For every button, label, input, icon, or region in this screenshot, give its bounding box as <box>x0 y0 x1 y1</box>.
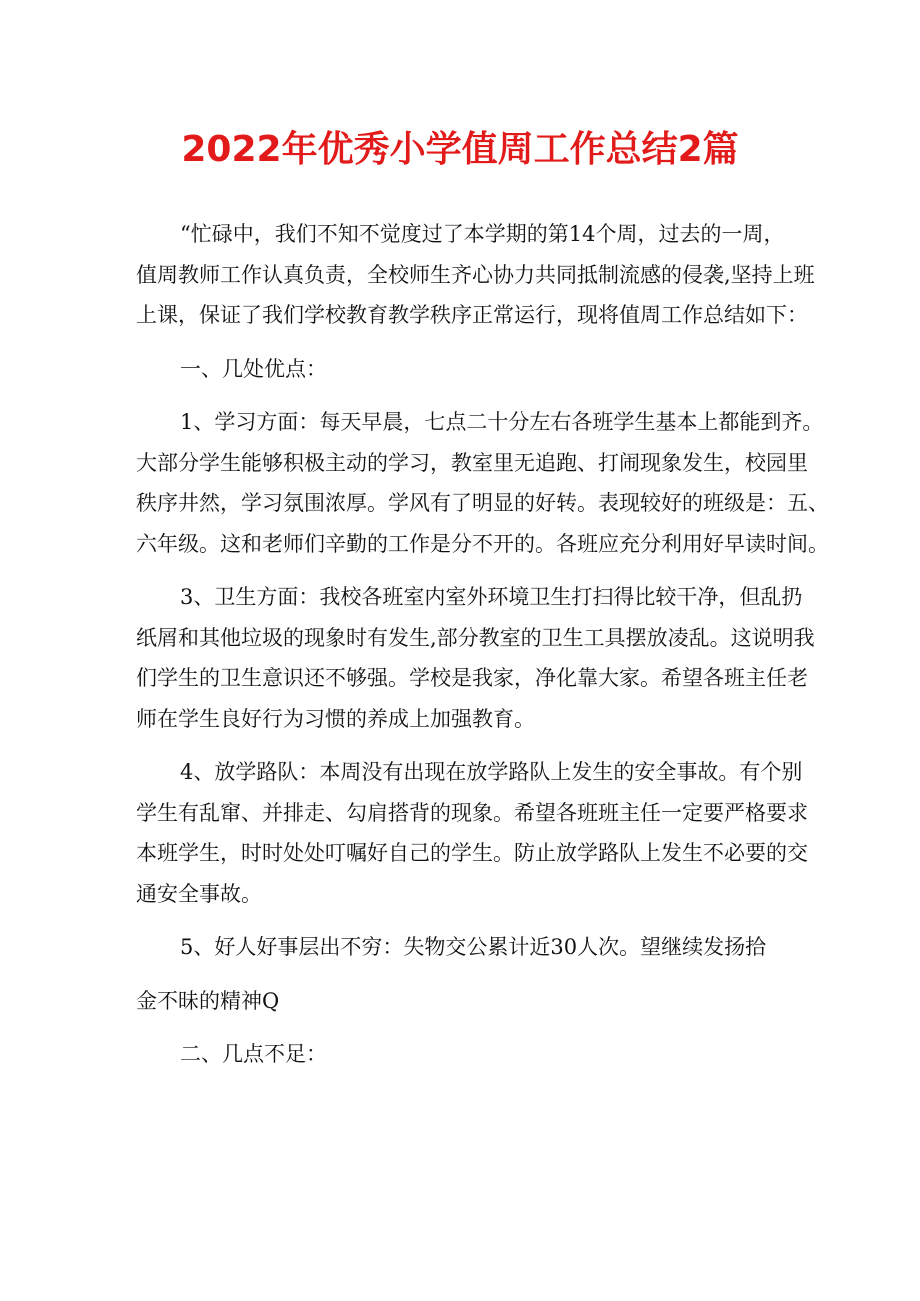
good-deeds-continuation <box>136 981 796 1022</box>
paragraph-line: 值周教师工作认真负责，全校师生齐心协力共同抵制流感的侵袭,坚持上班 <box>136 262 815 287</box>
paragraph-line: 大部分学生能够积极主动的学习，教室里无追跑、打闹现象发生，校园里 <box>136 450 808 475</box>
paragraph-line: 3、卫生方面：我校各班室内室外环境卫生打扫得比较干净，但乱扔 <box>180 585 803 609</box>
paragraph-line: 一、几处优点： <box>180 356 327 381</box>
paragraph-line: 5、好人好事层出不穷：失物交公累计近30人次。望继续发扬拾 <box>180 935 767 959</box>
dismissal-paragraph <box>136 752 808 914</box>
paragraph-line: 秩序井然，学习氛围浓厚。学风有了明显的好转。表现较好的班级是：五、 <box>136 491 829 515</box>
paragraph-line: 们学生的卫生意识还不够强。学校是我家，净化靠大家。希望各班主任老 <box>136 666 808 690</box>
document-body <box>136 214 829 1075</box>
paragraph-line: 上课，保证了我们学校教育教学秩序正常运行，现将值周工作总结如下： <box>136 303 808 327</box>
paragraph-line: 师在学生良好行为习惯的养成上加强教育。 <box>136 706 535 731</box>
document-title: 2022年优秀小学值周工作总结2篇 <box>181 129 739 170</box>
paragraph-line: “忙碌中，我们不知不觉度过了本学期的第14个周，过去的一周， <box>180 222 785 246</box>
hygiene-paragraph <box>136 577 815 739</box>
section-heading-shortcomings <box>136 1034 796 1075</box>
paragraph-line: 学生有乱窜、并排走、勾肩搭背的现象。希望各班班主任一定要严格要求 <box>136 800 808 825</box>
section-heading-strengths <box>136 349 796 390</box>
paragraph-line: 二、几点不足： <box>180 1042 327 1066</box>
paragraph-line: 1、学习方面：每天早晨，七点二十分左右各班学生基本上都能到齐。 <box>180 410 824 434</box>
paragraph-line: 纸屑和其他垃圾的现象时有发生,部分教室的卫生工具摆放凌乱。这说明我 <box>136 625 815 650</box>
intro-paragraph <box>136 214 815 336</box>
paragraph-line: 通安全事故。 <box>136 881 262 906</box>
paragraph-line: 金不昧的精神Q <box>136 988 280 1013</box>
paragraph-line: 本班学生，时时处处叮嘱好自己的学生。防止放学路队上发生不必要的交 <box>136 841 808 865</box>
study-paragraph <box>136 402 829 564</box>
paragraph-line: 六年级。这和老师们辛勤的工作是分不开的。各班应充分利用好早读时间。 <box>136 531 829 556</box>
good-deeds-paragraph <box>136 927 796 968</box>
paragraph-line: 4、放学路队：本周没有出现在放学路队上发生的安全事故。有个别 <box>180 760 803 784</box>
